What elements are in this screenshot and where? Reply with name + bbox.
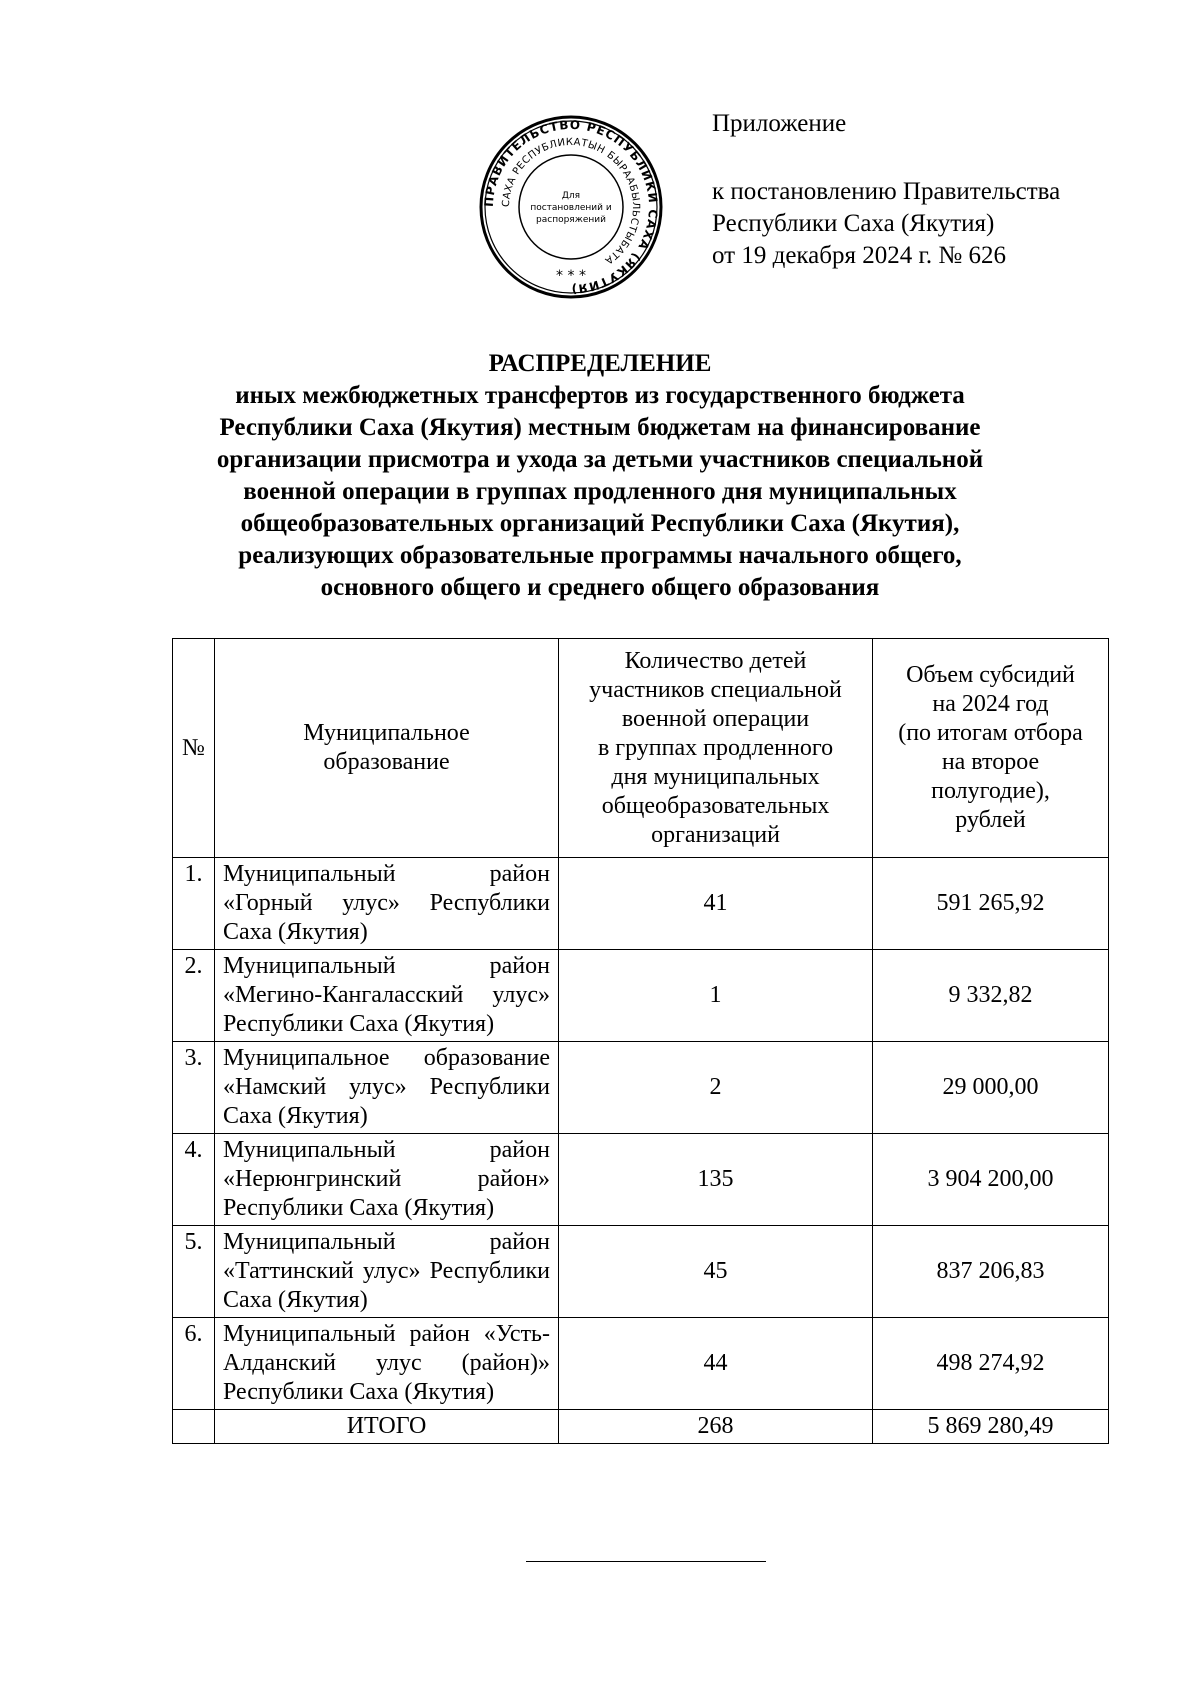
header-subsidy: Объем субсидий на 2024 год (по итогам отбора на второе полугодие), рублей	[873, 639, 1109, 858]
row-num: 1.	[173, 858, 215, 950]
heading-line: общеобразовательных организаций Республики Саха (Якутия),	[240, 510, 960, 537]
row-subsidy: 3 904 200,00	[873, 1134, 1109, 1226]
distribution-table	[172, 638, 1109, 1444]
appendix-line: от 19 декабря 2024 г. № 626	[712, 242, 1007, 269]
table-row	[173, 950, 1109, 1042]
total-children: 268	[559, 1410, 873, 1444]
table-row	[173, 1226, 1109, 1318]
end-divider	[526, 1561, 766, 1562]
svg-text:САХА РЕСПУБЛИКАТЫН БЫРААБЫЛЬСТ	[501, 137, 641, 266]
heading-line: основного общего и среднего общего образования	[320, 574, 880, 601]
table-row	[173, 858, 1109, 950]
table-row	[173, 1042, 1109, 1134]
seal-center-text: распоряжений	[536, 215, 606, 225]
heading-line: военной операции в группах продленного дня муниципальных	[243, 478, 957, 505]
appendix-line: к постановлению Правительства	[712, 178, 1061, 205]
table-row	[173, 1318, 1109, 1410]
total-subsidy: 5 869 280,49	[873, 1410, 1109, 1444]
document-heading	[150, 348, 1050, 604]
total-num	[173, 1410, 215, 1444]
row-children: 44	[559, 1318, 873, 1410]
row-num: 2.	[173, 950, 215, 1042]
row-num: 3.	[173, 1042, 215, 1134]
row-municipality: Муниципальный район «Горный улус» Республики Саха (Якутия)	[215, 858, 559, 950]
header-children: Количество детей участников специальной военной операции в группах продленного дня муниципальных общеобразовательных организаций	[559, 639, 873, 858]
row-subsidy: 498 274,92	[873, 1318, 1109, 1410]
seal-outer-text: ПРАВИТЕЛЬСТВО РЕСПУБЛИКИ САХА (ЯКУТИЯ)	[481, 117, 661, 297]
table-total-row	[173, 1410, 1109, 1444]
seal-center-text: постановлений и	[530, 203, 612, 213]
row-municipality: Муниципальный район «Нерюнгринский район» Республики Саха (Якутия)	[215, 1134, 559, 1226]
seal-stars-icon: * * *	[556, 268, 586, 284]
heading-line: иных межбюджетных трансфертов из государственного бюджета	[235, 382, 965, 409]
row-num: 5.	[173, 1226, 215, 1318]
total-label: ИТОГО	[215, 1410, 559, 1444]
row-children: 1	[559, 950, 873, 1042]
row-num: 4.	[173, 1134, 215, 1226]
row-subsidy: 9 332,82	[873, 950, 1109, 1042]
document-title: РАСПРЕДЕЛЕНИЕ	[488, 350, 712, 377]
row-subsidy: 591 265,92	[873, 858, 1109, 950]
appendix-title: Приложение	[712, 110, 847, 137]
seal-inner-text: САХА РЕСПУБЛИКАТЫН БЫРААБЫЛЬСТЫБАТА	[500, 136, 642, 267]
appendix-block	[712, 108, 1152, 272]
row-subsidy: 29 000,00	[873, 1042, 1109, 1134]
heading-line: Республики Саха (Якутия) местным бюджетам на финансирование	[219, 414, 981, 441]
row-municipality: Муниципальный район «Таттинский улус» Республики Саха (Якутия)	[215, 1226, 559, 1318]
official-seal-icon	[476, 110, 666, 305]
row-children: 135	[559, 1134, 873, 1226]
header-municipality: Муниципальное образование	[215, 639, 559, 858]
heading-line: реализующих образовательные программы начального общего,	[238, 542, 962, 569]
seal-center-text: Для	[561, 191, 581, 201]
table-header-row	[173, 639, 1109, 858]
table-row	[173, 1134, 1109, 1226]
row-subsidy: 837 206,83	[873, 1226, 1109, 1318]
row-municipality: Муниципальный район «Усть-Алданский улус (район)» Республики Саха (Якутия)	[215, 1318, 559, 1410]
row-municipality: Муниципальный район «Мегино-Кангаласский улус» Республики Саха (Якутия)	[215, 950, 559, 1042]
row-municipality: Муниципальное образование «Намский улус» Республики Саха (Якутия)	[215, 1042, 559, 1134]
row-num: 6.	[173, 1318, 215, 1410]
heading-line: организации присмотра и ухода за детьми участников специальной	[216, 446, 984, 473]
row-children: 41	[559, 858, 873, 950]
row-children: 45	[559, 1226, 873, 1318]
row-children: 2	[559, 1042, 873, 1134]
header-num: №	[173, 639, 215, 858]
appendix-line: Республики Саха (Якутия)	[712, 210, 995, 237]
